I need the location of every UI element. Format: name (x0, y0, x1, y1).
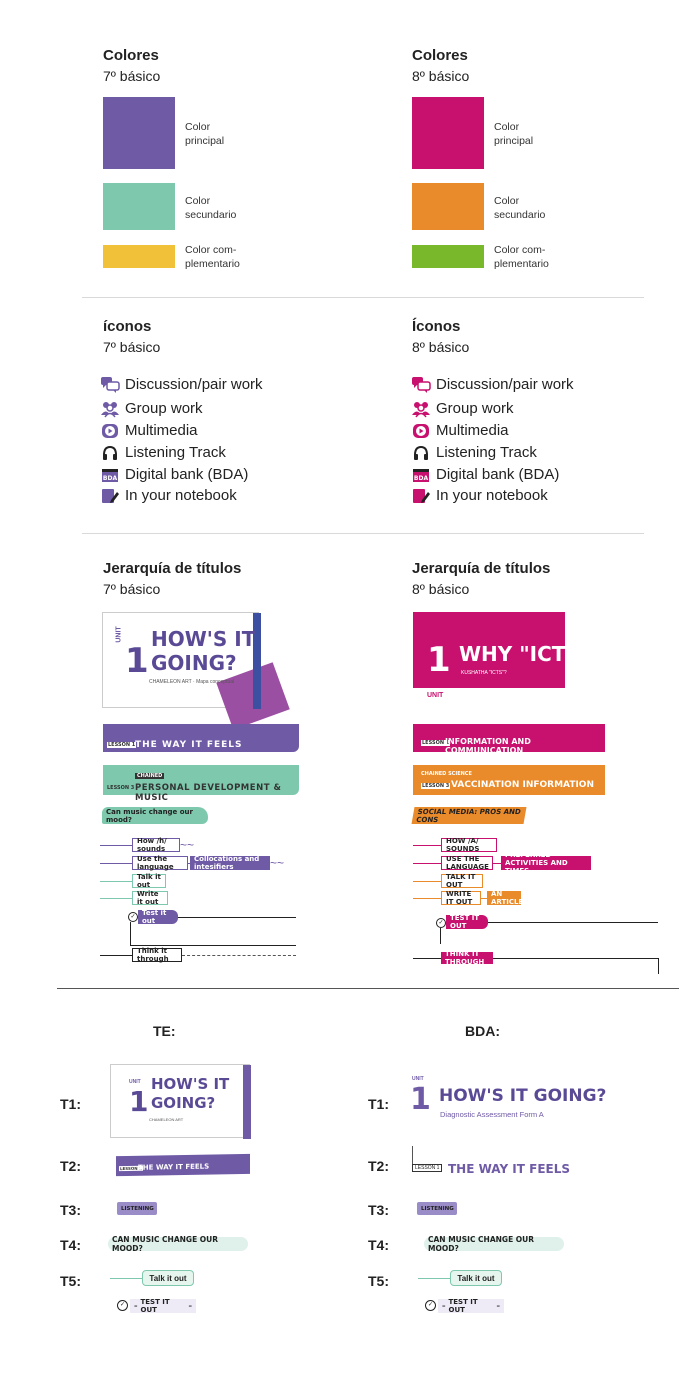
bda-lesson-title: THE WAY IT FEELS (448, 1162, 571, 1176)
discussion-icon (412, 377, 430, 393)
unit-label: UNIT (115, 626, 123, 643)
item-how-a-sounds: HOW /A/ SOUNDS (441, 838, 497, 852)
check-icon: ✓ (425, 1300, 436, 1311)
jerarquia-grade-7: 7º básico (103, 581, 161, 597)
item-talk-it-out: Talk it out (132, 874, 166, 888)
item-an-article: AN ARTICLE (487, 891, 521, 905)
connector (100, 845, 132, 846)
icon-row-discussion (101, 374, 263, 395)
group-icon (101, 401, 119, 417)
notebook-icon (412, 488, 430, 504)
t2-label-bda: T2: (368, 1158, 389, 1174)
connector (493, 863, 501, 864)
connector (130, 945, 296, 946)
wave-icon: ~~ (270, 856, 285, 870)
swatch-label: Color secundario (185, 195, 237, 221)
item-how-sounds: How /h/ sounds (132, 838, 180, 852)
connector (100, 863, 132, 864)
item-write-it-out: Write it out (132, 891, 168, 905)
item-use-language: Use the language (132, 856, 188, 870)
connector (493, 958, 658, 959)
bda-test-it-out: – TEST IT OUT – (438, 1299, 504, 1313)
discussion-icon (101, 377, 119, 393)
unit-banner-8 (413, 612, 602, 708)
multimedia-icon (101, 423, 119, 439)
icon-label: Listening Track (436, 444, 537, 461)
notebook-icon (101, 488, 119, 504)
connector (413, 845, 441, 846)
section-divider (57, 988, 679, 989)
swatch-label: Color secundario (494, 195, 546, 221)
bda-title: BDA: (465, 1023, 500, 1039)
lesson-bar-8: LESSON 1 INFORMATION AND COMMUNICATION (413, 724, 605, 752)
swatch-label: Color principal (494, 121, 534, 147)
icon-row-notebook (101, 485, 237, 506)
unit-number: 1 (125, 641, 149, 681)
multimedia-icon (412, 423, 430, 439)
te-test-it-out: – TEST IT OUT – (130, 1299, 196, 1313)
headphones-icon (101, 445, 119, 461)
jerarquia-title-7: Jerarquía de títulos (103, 560, 242, 577)
iconos-title-8: Íconos (412, 318, 461, 335)
unit-banner-7 (102, 612, 259, 708)
swatch-secundario-8 (412, 183, 484, 230)
swatch-complementario-8 (412, 245, 484, 268)
swatch-label: Color com- plementario (185, 244, 240, 270)
icon-label: Discussion/pair work (436, 376, 574, 393)
colores-grade-8: 8º básico (412, 68, 470, 84)
bda-unit-label: UNIT (412, 1076, 424, 1082)
unit-title: WHY "ICTS"? (459, 642, 602, 666)
te-listening-pill: LISTENING (117, 1202, 157, 1215)
icon-row-digital-bank (412, 464, 559, 485)
connector (413, 898, 441, 899)
connector (178, 917, 296, 918)
iconos-grade-7: 7º básico (103, 339, 161, 355)
connector (413, 958, 441, 959)
iconos-grade-8: 8º básico (412, 339, 470, 355)
chained-bar-8: CHAINED SCIENCE LESSON 3 VACCINATION INFORMATION (413, 765, 605, 795)
icon-label: Group work (436, 400, 514, 417)
jerarquia-title-8: Jerarquía de títulos (412, 560, 551, 577)
t5-label-bda: T5: (368, 1273, 389, 1289)
item-test-it-out: Test it out (138, 910, 178, 924)
icon-label: Multimedia (125, 422, 198, 439)
connector (413, 863, 441, 864)
te-lesson-bar: LESSON 1 THE WAY IT FEELS (116, 1154, 250, 1176)
svg-text:BDA: BDA (413, 474, 429, 482)
icon-row-notebook (412, 485, 548, 506)
t3-label-bda: T3: (368, 1202, 389, 1218)
svg-text:BDA: BDA (102, 474, 118, 482)
unit-credit: CHAMELEON ART · Mapa conceptual (149, 679, 235, 685)
t4-label-bda: T4: (368, 1237, 389, 1253)
te-question: CAN MUSIC CHANGE OUR MOOD? (108, 1237, 248, 1251)
item-collocations: Collocations and intesifiers (190, 856, 270, 870)
unit-number: 1 (427, 640, 451, 680)
bda-question: CAN MUSIC CHANGE OUR MOOD? (424, 1237, 564, 1251)
connector (413, 881, 441, 882)
icon-row-discussion (412, 374, 574, 395)
group-icon (412, 401, 430, 417)
jerarquia-grade-8: 8º básico (412, 581, 470, 597)
bda-listening-pill: LISTENING (417, 1202, 457, 1215)
unit-credit: CHAMELEON ART (149, 1117, 184, 1122)
icon-label: In your notebook (436, 487, 548, 504)
icon-label: Multimedia (436, 422, 509, 439)
swatch-secundario-7 (103, 183, 175, 230)
item-use-the-language: USE THE LANGUAGE (441, 856, 493, 870)
colores-title-7: Colores (103, 47, 159, 64)
connector (130, 922, 131, 946)
swatch-label: Color principal (185, 121, 225, 147)
question-pill-8: SOCIAL MEDIA: PROS AND CONS (412, 807, 527, 824)
bda-unit-number: 1 (410, 1082, 431, 1117)
icon-row-group (412, 398, 514, 419)
icon-label: Digital bank (BDA) (125, 466, 249, 483)
check-icon: ✓ (436, 918, 446, 928)
wave-icon: ~~ (180, 838, 195, 852)
te-unit-banner (110, 1064, 250, 1138)
connector (418, 1278, 450, 1279)
colores-title-8: Colores (412, 47, 468, 64)
icon-row-digital-bank (101, 464, 248, 485)
icon-label: Discussion/pair work (125, 376, 263, 393)
icon-row-group (101, 398, 203, 419)
icon-label: Digital bank (BDA) (436, 466, 560, 483)
icon-row-multimedia (412, 420, 509, 441)
unit-title: HOW'S IT GOING? (151, 627, 256, 675)
icon-label: Listening Track (125, 444, 226, 461)
swatch-label: Color com- plementario (494, 244, 549, 270)
bda-subtitle: Diagnostic Assessment Form A (440, 1110, 544, 1119)
unit-label: UNIT (129, 1079, 141, 1085)
item-test-it-out-8: TEST IT OUT (446, 915, 488, 929)
icon-label: In your notebook (125, 487, 237, 504)
connector (440, 928, 441, 944)
t3-label-te: T3: (60, 1202, 81, 1218)
question-pill-7: Can music change our mood? (102, 807, 208, 824)
unit-caption: KUSHATHA "ICTS"? (461, 670, 507, 676)
item-think-it-through-8: THINK IT THROUGH (441, 952, 493, 964)
iconos-title-7: íconos (103, 318, 152, 335)
unit-title: HOW'S IT GOING? (151, 1075, 230, 1112)
t1-label-te: T1: (60, 1096, 81, 1112)
headphones-icon (412, 445, 430, 461)
colores-grade-7: 7º básico (103, 68, 161, 84)
bda-talk-it-out: Talk it out (450, 1270, 502, 1286)
connector (100, 898, 132, 899)
icon-label: Group work (125, 400, 203, 417)
check-icon: ✓ (128, 912, 138, 922)
icon-row-headphones (412, 442, 537, 463)
bda-unit-title: HOW'S IT GOING? (439, 1086, 607, 1106)
digital-bank-icon (412, 467, 430, 483)
connector (182, 955, 296, 956)
connector (110, 1278, 142, 1279)
divider (82, 533, 644, 534)
unit-label: UNIT (427, 692, 444, 699)
divider (82, 297, 644, 298)
lesson-bar-7: LESSON 1 THE WAY IT FEELS (103, 724, 299, 752)
connector (412, 1146, 413, 1164)
swatch-principal-8 (412, 97, 484, 169)
connector (488, 922, 658, 923)
icon-row-headphones (101, 442, 226, 463)
t2-label-te: T2: (60, 1158, 81, 1174)
t4-label-te: T4: (60, 1237, 81, 1253)
digital-bank-icon (101, 467, 119, 483)
connector (100, 881, 132, 882)
item-write-it-out-8: WRITE IT OUT (441, 891, 481, 905)
item-preferred-activities: PREFERRED ACTIVITIES AND TIMES (501, 856, 591, 870)
te-talk-it-out: Talk it out (142, 1270, 194, 1286)
check-icon: ✓ (117, 1300, 128, 1311)
t1-label-bda: T1: (368, 1096, 389, 1112)
swatch-principal-7 (103, 97, 175, 169)
banner-stripe (243, 1065, 251, 1139)
bda-lesson-tag: LESSON 1 (412, 1164, 442, 1172)
chained-bar-7: CHAINED LESSON 3 PERSONAL DEVELOPMENT & MUSIC (103, 765, 299, 795)
te-title: TE: (153, 1023, 176, 1039)
item-talk-it-out-8: TALK IT OUT (441, 874, 483, 888)
swatch-complementario-7 (103, 245, 175, 268)
connector (658, 958, 659, 974)
connector (100, 955, 132, 956)
item-think-it-through: Think it through (132, 948, 182, 962)
unit-number: 1 (129, 1085, 149, 1118)
icon-row-multimedia (101, 420, 198, 441)
t5-label-te: T5: (60, 1273, 81, 1289)
